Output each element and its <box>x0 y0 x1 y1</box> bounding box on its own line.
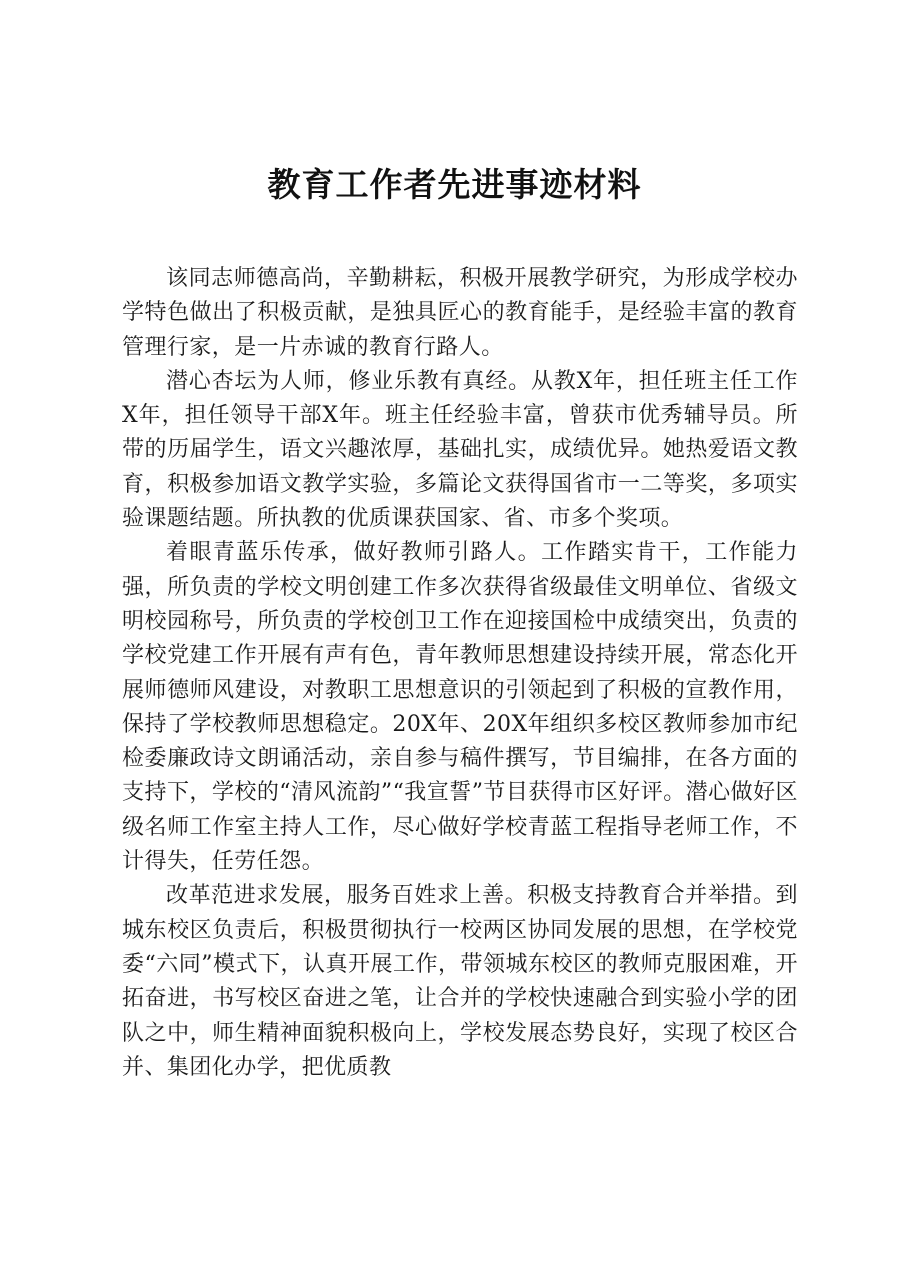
paragraph-mentoring: 着眼青蓝乐传承，做好教师引路人。工作踏实肯干，工作能力强，所负责的学校文明创建工作多次获得省级最佳文明单位、省级文明校园称号，所负责的学校创卫工作在迎接国检中成绩突出，负责的学校党建工作开展有声有色，青年教师思想建设持续开展，常态化开展师德师风建设，对教职工思想意识的引领起到了积极的宣教作用，保持了学校教师思想稳定。20X年、20X年组织多校区教师参加市纪检委廉政诗文朗诵活动，亲自参与稿件撰写，节目编排，在各方面的支持下，学校的“清风流韵”“我宣誓”节目获得市区好评。潜心做好区级名师工作室主持人工作，尽心做好学校青蓝工程指导老师工作，不计得失，任劳任怨。 <box>122 540 798 875</box>
paragraph-reform: 改革范进求发展，服务百姓求上善。积极支持教育合并举措。到城东校区负责后，积极贯彻执行一校两区协同发展的思想，在学校党委“六同”模式下，认真开展工作，带领城东校区的教师克服困难，开拓奋进，书写校区奋进之笔，让合并的学校快速融合到实验小学的团队之中，师生精神面貌积极向上，学校发展态势良好，实现了校区合并、集团化办学，把优质教 <box>122 883 798 1080</box>
document-body <box>122 262 798 1085</box>
document-title: 教育工作者先进事迹材料 <box>267 165 642 204</box>
paragraph-teaching: 潜心杏坛为人师，修业乐教有真经。从教X年，担任班主任工作X年，担任领导干部X年。班主任经验丰富，曾获市优秀辅导员。所带的历届学生，语文兴趣浓厚，基础扎实，成绩优异。她热爱语文教育，积极参加语文教学实验，多篇论文获得国省市一二等奖，多项实验课题结题。所执教的优质课获国家、省、市多个奖项。 <box>122 368 798 532</box>
paragraph-intro: 该同志师德高尚，辛勤耕耘，积极开展教学研究，为形成学校办学特色做出了积极贡献，是独具匠心的教育能手，是经验丰富的教育管理行家，是一片赤诚的教育行路人。 <box>122 266 798 360</box>
